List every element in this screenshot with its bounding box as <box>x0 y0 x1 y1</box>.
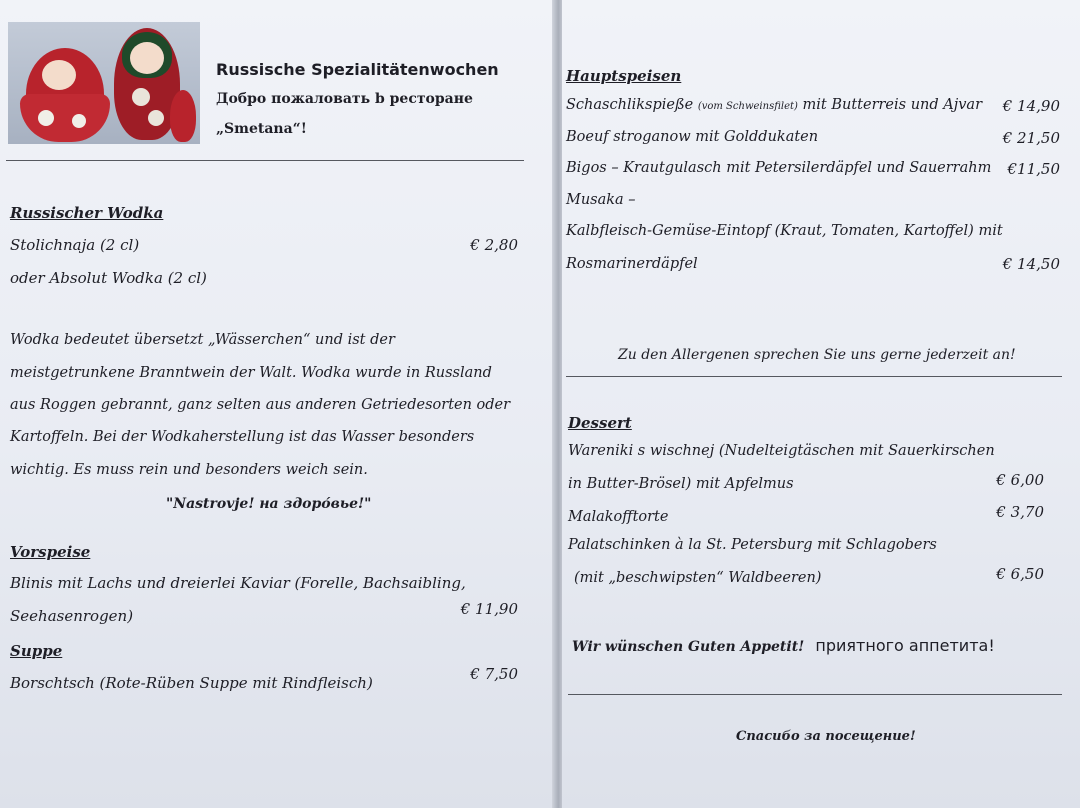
appetit-russian: приятного аппетита! <box>815 636 995 655</box>
restaurant-name: „Smetana“! <box>216 121 307 137</box>
menu-item-musaka-desc: Kalbfleisch-Gemüse-Eintopf (Kraut, Tomaten, Kartoffel) mit <box>566 223 1003 239</box>
price-soup: € 7,50 <box>470 665 518 683</box>
menu-item-blinis-cont: Seehasenrogen) <box>10 607 134 625</box>
price-wareniki: € 6,00 <box>996 471 1044 489</box>
item-side: mit Butterreis und Ajvar <box>802 97 983 113</box>
price-vodka: € 2,80 <box>470 236 518 254</box>
price-bigos: €11,50 <box>1007 160 1060 178</box>
menu-item-borschtsch: Borschtsch (Rote-Rüben Suppe mit Rindfleisch) <box>10 674 373 692</box>
vodka-info-line: Kartoffeln. Bei der Wodkaherstellung ist das Wasser besonders <box>10 429 475 445</box>
price-stroganow: € 21,50 <box>1002 129 1060 147</box>
toast-text: "Nastrovje! на здоро́вье!" <box>166 496 372 512</box>
menu-item-absolut: oder Absolut Wodka (2 cl) <box>10 269 207 287</box>
menu-item-palatschinken: Palatschinken à la St. Petersburg mit Schlagobers <box>568 537 937 553</box>
menu-item-wareniki-cont: in Butter-Brösel) mit Apfelmus <box>568 476 794 492</box>
price-schaschlik: € 14,90 <box>1002 97 1060 115</box>
page-title: Russische Spezialitätenwochen <box>216 60 499 79</box>
vodka-info-line: wichtig. Es muss rein und besonders weich sein. <box>10 462 368 478</box>
section-heading-dessert: Dessert <box>568 414 632 432</box>
section-heading-vodka: Russischer Wodka <box>10 204 164 222</box>
menu-item-blinis: Blinis mit Lachs und dreierlei Kaviar (Forelle, Bachsaibling, <box>10 574 466 592</box>
menu-item-malakofftorte: Malakofftorte <box>568 509 669 525</box>
price-malakofftorte: € 3,70 <box>996 503 1044 521</box>
appetit-german: Wir wünschen Guten Appetit! <box>572 639 805 655</box>
vodka-info-line: aus Roggen gebrannt, ganz selten aus anderen Getriedesorten oder <box>10 397 511 413</box>
price-musaka: € 14,50 <box>1002 255 1060 273</box>
menu-item-stolichnaja: Stolichnaja (2 cl) <box>10 236 140 254</box>
menu-item-wareniki: Wareniki s wischnej (Nudelteigtäschen mit Sauerkirschen <box>568 443 995 459</box>
vodka-info-line: Wodka bedeutet übersetzt „Wässerchen“ und ist der <box>10 332 395 348</box>
price-palatschinken: € 6,50 <box>996 565 1044 583</box>
section-heading-soup: Suppe <box>10 642 63 660</box>
vodka-info-line: meistgetrunkene Branntwein der Walt. Wodka wurde in Russland <box>10 365 492 381</box>
section-heading-starter: Vorspeise <box>10 543 91 561</box>
item-note: (vom Schweinsfilet) <box>697 101 798 112</box>
section-heading-mains: Hauptspeisen <box>566 67 682 85</box>
matryoshka-dolls-photo <box>8 22 200 144</box>
menu-item-musaka-side: Rosmarinerdäpfel <box>566 256 698 272</box>
menu-item-bigos: Bigos – Krautgulasch mit Petersilerdäpfel und Sauerrahm <box>566 160 992 176</box>
menu-page-right <box>562 0 1080 808</box>
menu-item-stroganow: Boeuf stroganow mit Golddukaten <box>566 129 819 145</box>
closing-greeting <box>572 636 995 655</box>
menu-item-schaschlik <box>566 97 982 113</box>
allergen-notice: Zu den Allergenen sprechen Sie uns gerne jederzeit an! <box>618 347 1016 363</box>
menu-item-musaka: Musaka – <box>566 192 636 208</box>
item-name: Schaschlikspieße <box>566 97 694 113</box>
thanks-text: Спасибо за посещение! <box>736 729 916 744</box>
menu-item-palatschinken-cont: (mit „beschwipsten“ Waldbeeren) <box>574 570 822 586</box>
price-starter: € 11,90 <box>460 600 518 618</box>
divider <box>568 694 1062 695</box>
divider <box>6 160 524 161</box>
welcome-text: Добро пожаловать b ресторане <box>216 91 473 107</box>
divider <box>566 376 1062 377</box>
